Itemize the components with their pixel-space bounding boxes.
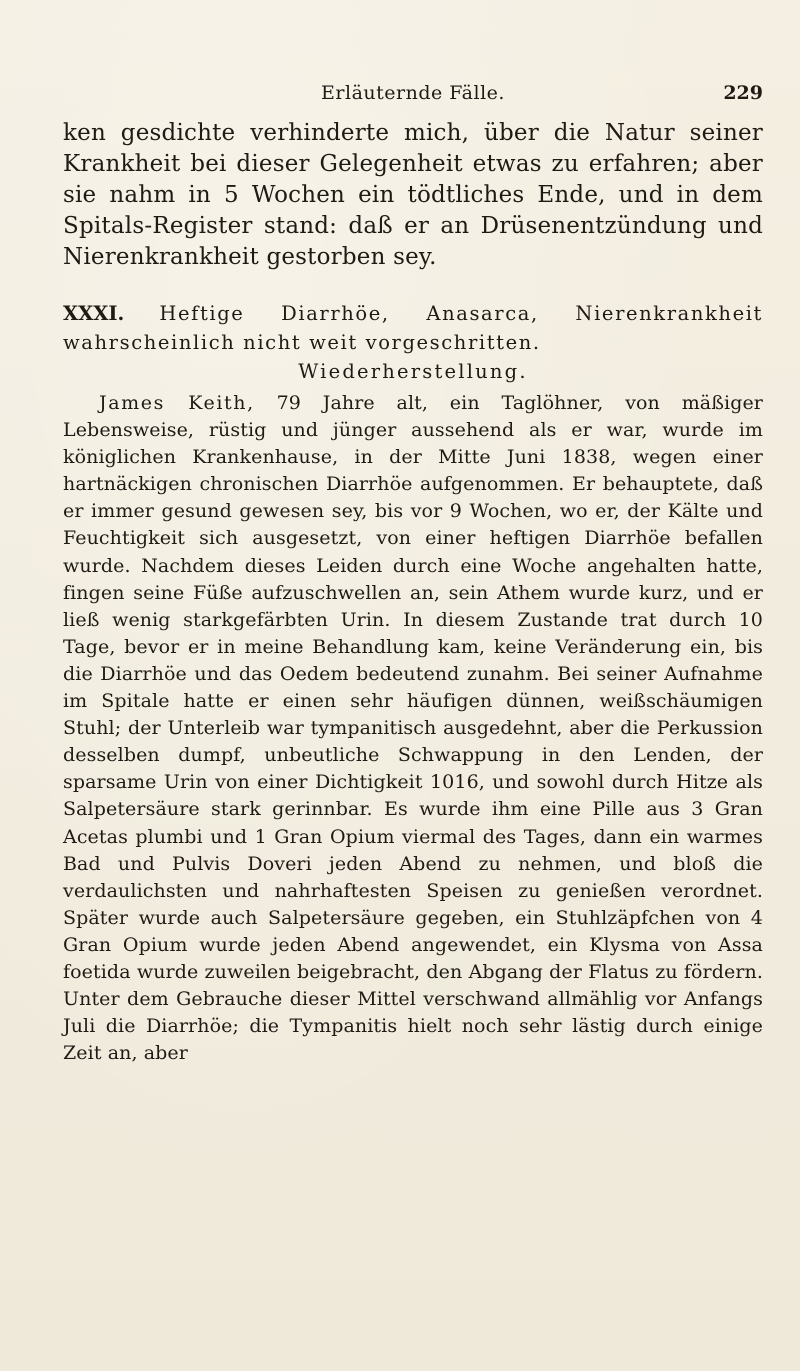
patient-name: James Keith, <box>99 392 255 414</box>
case-body <box>63 390 763 1067</box>
case-heading <box>63 299 763 357</box>
case-subtitle: Wiederherstellung. <box>298 360 528 383</box>
continued-paragraph: ken gesdichte verhinderte mich, über die Natur seiner Krankheit bei dieser Gelegenheit etwas zu erfahren; aber sie nahm in 5 Wochen ein tödtliches Ende, und in dem Spitals-Register stand: daß er an Drüsenentzündung und Nierenkrankheit gestorben sey. <box>63 120 763 270</box>
running-head <box>63 82 763 110</box>
page-number: 229 <box>723 82 763 104</box>
text-block <box>63 118 763 1067</box>
running-title: Erläuternde Fälle. <box>321 82 505 104</box>
case-number: XXXI. <box>63 302 125 325</box>
case-body-text: 79 Jahre alt, ein Taglöhner, von mäßiger Lebensweise, rüstig und jünger aussehend als er war, wurde im königlichen Krankenhause, in der Mitte Juni 1838, wegen einer hartnäckigen chronischen Diarrhöe aufgenommen. Er behauptete, daß er immer gesund gewesen sey, bis vor 9 Wochen, wo er, der Kälte und Feuchtigkeit sich ausgesetzt, von einer heftigen Diarrhöe befallen wurde. Nachdem dieses Leiden durch eine Woche angehalten hatte, fingen seine Füße aufzuschwellen an, sein Athem wurde kurz, und er ließ wenig starkgefärbten Urin. In diesem Zustande trat durch 10 Tage, bevor er in meine Behandlung kam, keine Veränderung ein, bis die Diarrhöe und das Oedem bedeutend zunahm. Bei seiner Aufnahme im Spitale hatte er einen sehr häufigen dünnen, weißschäumigen Stuhl; der Unterleib war tympanitisch ausgedehnt, aber die Perkussion desselben dumpf, unbeutliche Schwappung in den Lenden, der sparsame Urin von einer Dichtigkeit 1016, und sowohl durch Hitze als Salpetersäure stark gerinnbar. Es wurde ihm eine Pille aus 3 Gran Acetas plumbi und 1 Gran Opium viermal des Tages, dann ein warmes Bad und Pulvis Doveri jeden Abend zu nehmen, und bloß die verdaulichsten und nahrhaftesten Speisen zu genießen verordnet. Später wurde auch Salpetersäure gegeben, ein Stuhlzäpfchen von 4 Gran Opium wurde jeden Abend angewendet, ein Klysma von Assa foetida wurde zuweilen beigebracht, den Abgang der Flatus zu fördern. Unter dem Gebrauche dieser Mittel verschwand allmählig vor Anfangs Juli die Diarrhöe; die Tympanitis hielt noch sehr lästig durch einige Zeit an, aber <box>63 392 763 1065</box>
case-title: Heftige Diarrhöe, Anasarca, Nierenkrankheit wahrscheinlich nicht weit vorgeschritten. <box>63 302 763 354</box>
